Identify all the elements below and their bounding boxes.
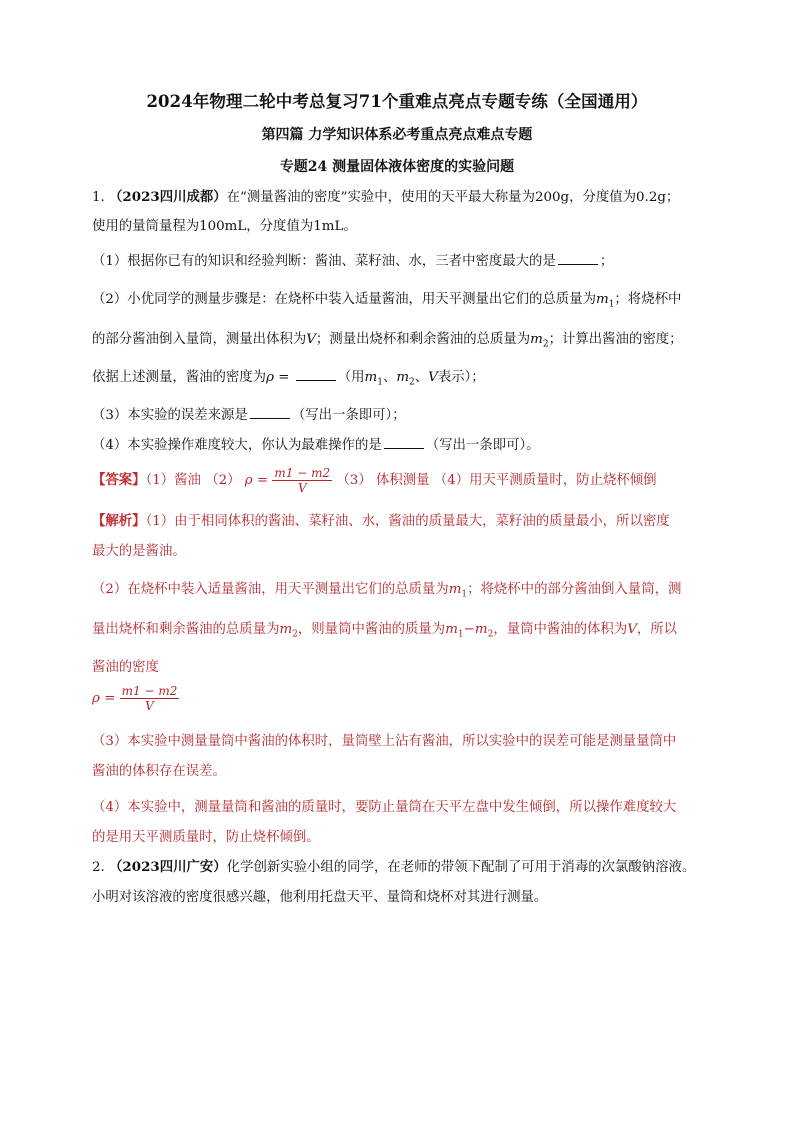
- q1-p1-text: （1）根据你已有的知识和经验判断：酱油、菜籽油、水，三者中密度最大的是: [92, 254, 556, 269]
- math-sep: 、: [382, 370, 397, 385]
- q2-stem-line-1: [92, 856, 695, 875]
- analysis-line-7: 酱油的体积存在误差。: [92, 764, 226, 779]
- analysis-line-6: （3）本实验中测量量筒中酱油的体积时，量筒壁上沾有酱油，所以实验中的误差可能是测量量筒中: [92, 734, 677, 749]
- analysis-line-4: [92, 618, 677, 640]
- analysis-text: ，所以: [636, 622, 678, 637]
- q1-part-2-line-3: [92, 366, 485, 388]
- math-minus: −: [463, 622, 475, 637]
- answer-blank: [250, 406, 290, 419]
- math-rho: ρ: [92, 691, 100, 706]
- math-sub: 1: [461, 589, 468, 600]
- q1-p2-text: （2）小优同学的测量步骤是：在烧杯中装入适量酱油，用天平测量出它们的总质量为: [92, 292, 596, 307]
- topic-title: 专题24 测量固体液体密度的实验问题: [279, 159, 515, 175]
- fraction-denominator: V: [145, 699, 154, 713]
- math-rho: ρ: [266, 370, 274, 385]
- analysis-tag: 【解析】: [92, 513, 146, 529]
- q1-number: 1.: [92, 190, 105, 205]
- q1-answer: [92, 466, 657, 495]
- q1-p2-text: 依据上述测量，酱油的密度为: [92, 370, 267, 385]
- q1-p4-text: （4）本实验操作难度较大，你认为最难操作的是: [92, 438, 382, 453]
- analysis-line-2: 最大的是酱油。: [92, 544, 186, 559]
- analysis-line-3: [92, 578, 681, 600]
- analysis-text: ，量筒中酱油的体积为: [493, 622, 628, 637]
- part-title: 第四篇 力学知识体系必考重点亮点难点专题: [261, 127, 533, 143]
- q1-p2-text: ；测量出烧杯和剩余酱油的总质量为: [315, 332, 531, 347]
- answer-text: （3） 体积测量 （4）用天平测质量时，防止烧杯倾倒: [336, 473, 657, 488]
- math-sub: 1: [457, 629, 464, 640]
- math-m: m: [396, 370, 410, 385]
- math-v: V: [306, 332, 316, 347]
- fraction-denominator: V: [297, 481, 307, 495]
- q1-part-2-line-1: [92, 288, 681, 310]
- math-m: m: [364, 370, 378, 385]
- q2-number: 2.: [92, 860, 105, 875]
- math-v: V: [428, 370, 438, 385]
- fraction-numerator: m1 − m2: [121, 684, 178, 698]
- document-title: 2024年物理二轮中考总复习71个重难点亮点专题专练（全国通用）: [146, 92, 648, 111]
- math-eq: =: [278, 370, 290, 385]
- q1-part-2-line-2: [92, 328, 683, 350]
- analysis-text: （1）由于相同体积的酱油、菜籽油、水，酱油的质量最大，菜籽油的质量最小，所以密度: [145, 514, 670, 529]
- q1-p2-text: 表示）；: [437, 370, 485, 385]
- analysis-line-5: 酱油的密度: [92, 660, 159, 675]
- answer-text: （1）酱油 （2）: [145, 473, 241, 488]
- math-eq: =: [256, 473, 269, 488]
- analysis-text: ；将烧杯中的部分酱油倒入量筒，测: [467, 582, 682, 597]
- q1-p2-text: 的部分酱油倒入量筒，测量出体积为: [92, 332, 307, 347]
- q1-part-1: [92, 250, 613, 269]
- math-m: m: [474, 622, 488, 637]
- q2-stem-line-2: 小明对该溶液的密度很感兴趣，他利用托盘天平、量筒和烧杯对其进行测量。: [92, 890, 548, 905]
- q1-p4-end: （写出一条即可）。: [425, 438, 540, 453]
- math-sep: 、: [414, 370, 429, 385]
- analysis-text: （2）在烧杯中装入适量酱油，用天平测量出它们的总质量为: [92, 582, 449, 597]
- analysis-line-9: 的是用天平测质量时，防止烧杯倾倒。: [92, 830, 320, 845]
- answer-blank: [296, 368, 336, 381]
- analysis-line-8: （4）本实验中，测量量筒和酱油的质量时，要防止量筒在天平左盘中发生倾倒，所以操作难度较大: [92, 800, 677, 815]
- math-m: m: [530, 332, 543, 347]
- math-m: m: [595, 292, 609, 307]
- q2-stem-a: 化学创新实验小组的同学，在老师的带领下配制了可用于消毒的次氯酸钠溶液。: [226, 860, 696, 875]
- q1-p3-text: （3）本实验的误差来源是: [92, 408, 248, 423]
- math-sub: 2: [487, 629, 494, 640]
- math-eq: =: [104, 691, 116, 706]
- q1-p2-text: （用: [337, 370, 365, 385]
- q1-part-4: [92, 434, 540, 453]
- fraction-numerator: m1 − m2: [274, 466, 331, 480]
- q1-p2-text: ；计算出酱油的密度；: [548, 332, 683, 347]
- q1-p3-end: （写出一条即可）；: [291, 408, 406, 423]
- math-m: m: [448, 582, 462, 597]
- math-v: V: [627, 622, 637, 637]
- q1-stem-line-1: [92, 186, 679, 205]
- math-sub: 1: [608, 299, 615, 310]
- analysis-text: 量出烧杯和剩余酱油的总质量为: [92, 622, 280, 637]
- q1-stem-line-2: 使用的量筒量程为100mL，分度值为1mL。: [92, 219, 357, 234]
- q1-p2-text: ；将烧杯中: [614, 292, 682, 307]
- math-m: m: [279, 622, 293, 637]
- answer-tag: 【答案】: [92, 472, 146, 488]
- math-sub: 2: [542, 339, 549, 350]
- density-fraction: [120, 684, 180, 713]
- answer-blank: [384, 436, 424, 449]
- answer-blank: [558, 252, 598, 265]
- math-sub: 1: [377, 377, 383, 388]
- q2-source: （2023四川广安）: [109, 859, 227, 875]
- density-fraction: [272, 466, 332, 495]
- q1-p1-end: ；: [599, 254, 614, 269]
- q1-stem-a: 在“测量酱油的密度”实验中，使用的天平最大称量为200g，分度值为0.2g；: [226, 190, 680, 205]
- q1-part-3: [92, 404, 406, 423]
- analysis-text: ，则量筒中酱油的质量为: [297, 622, 446, 637]
- math-sub: 2: [292, 629, 298, 640]
- math-sub: 2: [409, 377, 415, 388]
- analysis-formula: [92, 684, 179, 713]
- math-m: m: [445, 622, 458, 637]
- q1-source: （2023四川成都）: [109, 189, 227, 205]
- analysis-line-1: [92, 510, 670, 529]
- math-rho: ρ: [244, 473, 253, 488]
